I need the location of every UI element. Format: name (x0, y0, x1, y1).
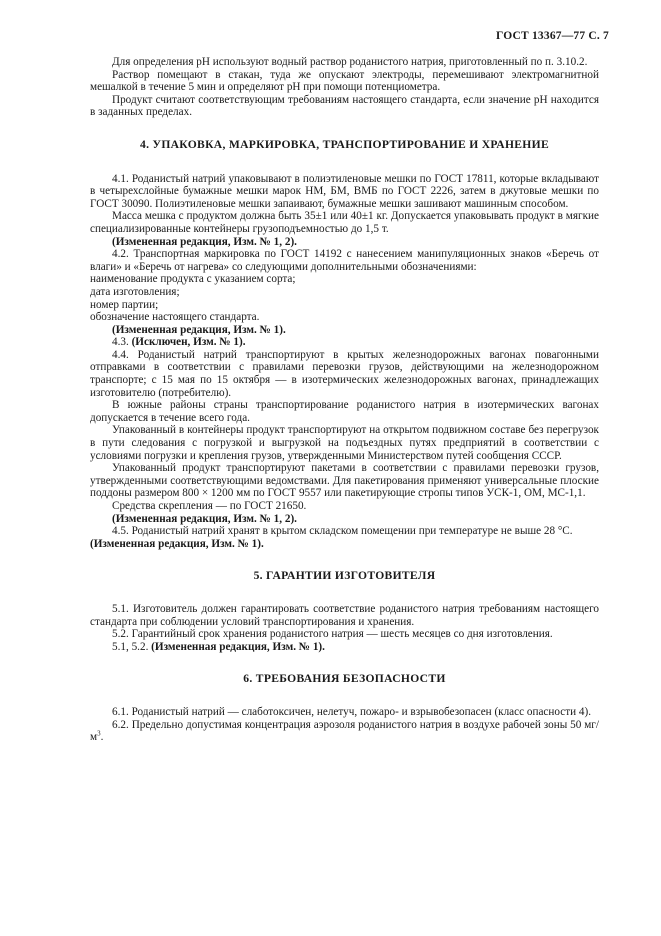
amendment-note: (Измененная редакция, Изм. № 1). (112, 323, 286, 336)
marking-list-item: наименование продукта с указанием сорта; (90, 273, 296, 286)
marking-list-item: обозначение настоящего стандарта. (90, 311, 260, 324)
page-header: ГОСТ 13367—77 С. 7 (496, 30, 609, 42)
section-4-heading: 4. УПАКОВКА, МАРКИРОВКА, ТРАНСПОРТИРОВАНИЕ И ХРАНЕНИЕ (140, 137, 549, 151)
amendment-note: (Измененная редакция, Изм. № 1, 2). (112, 512, 297, 525)
amendment-note: (Измененная редакция, Изм. № 1). (90, 537, 264, 550)
clause-4-4-fastening: Средства скрепления — по ГОСТ 21650. (112, 500, 307, 512)
clause-4-4-packages: Упакованный продукт транспортируют пакетами в соответствии с правилами перевозки грузов, утвержденными соответствующими ведомствами. Для пакетирования применяют универсальные плоские поддоны размером 800 × 1200 мм по ГОСТ 9557 или пакетирующие стропы типов УСК-1, ОМ, МС-1,1. (90, 462, 599, 500)
marking-list-item: дата изготовления; (90, 285, 180, 298)
intro-paragraph-1: Для определения рН используют водный раствор роданистого натрия, приготовленный по п. 3.10.2. (112, 56, 588, 68)
clause-5-amendment: 5.1, 5.2. (Измененная редакция, Изм. № 1). (112, 640, 325, 653)
intro-paragraph-2: Раствор помещают в стакан, туда же опускают электроды, перемешивают электромагнитной мешалкой в течение 5 мин и определяют рН при помощи потенциометра. (90, 68, 599, 94)
clause-5-1: 5.1. Изготовитель должен гарантировать соответствие роданистого натрия требованиям настоящего стандарта при соблюдении условий транспортирования и хранения. (90, 602, 599, 628)
clause-4-5: 4.5. Роданистый натрий хранят в крытом складском помещении при температуре не выше 28 °С. (112, 525, 573, 538)
intro-paragraph-3: Продукт считают соответствующим требованиям настоящего стандарта, если значение рН находится в заданных пределах. (90, 93, 599, 119)
amendment-note: (Измененная редакция, Изм. № 1, 2). (112, 235, 297, 248)
clause-5-2: 5.2. Гарантийный срок хранения роданистого натрия — шесть месяцев со дня изготовления. (112, 628, 553, 641)
clause-4-2: 4.2. Транспортная маркировка по ГОСТ 14192 с нанесением манипуляционных знаков «Беречь от влаги» и «Беречь от нагрева» со следующими дополнительными обозначениями: (90, 248, 599, 273)
clause-4-4-containers: Упакованный в контейнеры продукт транспортируют на открытом подвижном составе без перегрузок в пути следования с погрузкой и выгрузкой на подъездных путях предприятий в соответствии с условиями погрузки и крепления грузов, утвержденными Министерством путей сообщения СССР. (90, 424, 599, 462)
section-5-heading: 5. ГАРАНТИИ ИЗГОТОВИТЕЛЯ (253, 569, 436, 583)
clause-4-4: 4.4. Роданистый натрий транспортируют в крытых железнодорожных вагонах повагонными отправками в соответствии с правилами перевозки грузов, действующими на железнодорожном транспорте; с 15 мая по 15 октября — в изотермических железнодорожных вагонах, принадлежащих изготовителю (потребителю). (90, 348, 599, 399)
clause-4-3: 4.3. (Исключен, Изм. № 1). (112, 336, 246, 349)
clause-6-1: 6.1. Роданистый натрий — слаботоксичен, нелетуч, пожаро- и взрывобезопасен (класс опасности 4). (112, 705, 592, 718)
clause-4-1-mass: Масса мешка с продуктом должна быть 35±1 или 40±1 кг. Допускается упаковывать продукт в мягкие специализированные контейнеры грузоподъемностью до 1,5 т. (90, 210, 599, 235)
marking-list-item: номер партии; (90, 298, 159, 311)
clause-4-1: 4.1. Роданистый натрий упаковывают в полиэтиленовые мешки по ГОСТ 17811, которые вкладывают в четырехслойные бумажные мешки марок НМ, БМ, ВМБ по ГОСТ 2226, затем в джутовые мешки по ГОСТ 30090. Полиэтиленовые мешки запаивают, бумажные мешки зашивают машинным способом. (90, 172, 599, 210)
document-body (90, 56, 599, 744)
section-6-heading: 6. ТРЕБОВАНИЯ БЕЗОПАСНОСТИ (243, 672, 446, 686)
clause-4-4-south: В южные районы страны транспортирование роданистого натрия в изотермических вагонах допускается в течение всего года. (90, 399, 599, 424)
clause-6-2: 6.2. Предельно допустимая концентрация аэрозоля роданистого натрия в воздухе рабочей зоны 50 $мг/м^3$. (90, 718, 599, 744)
